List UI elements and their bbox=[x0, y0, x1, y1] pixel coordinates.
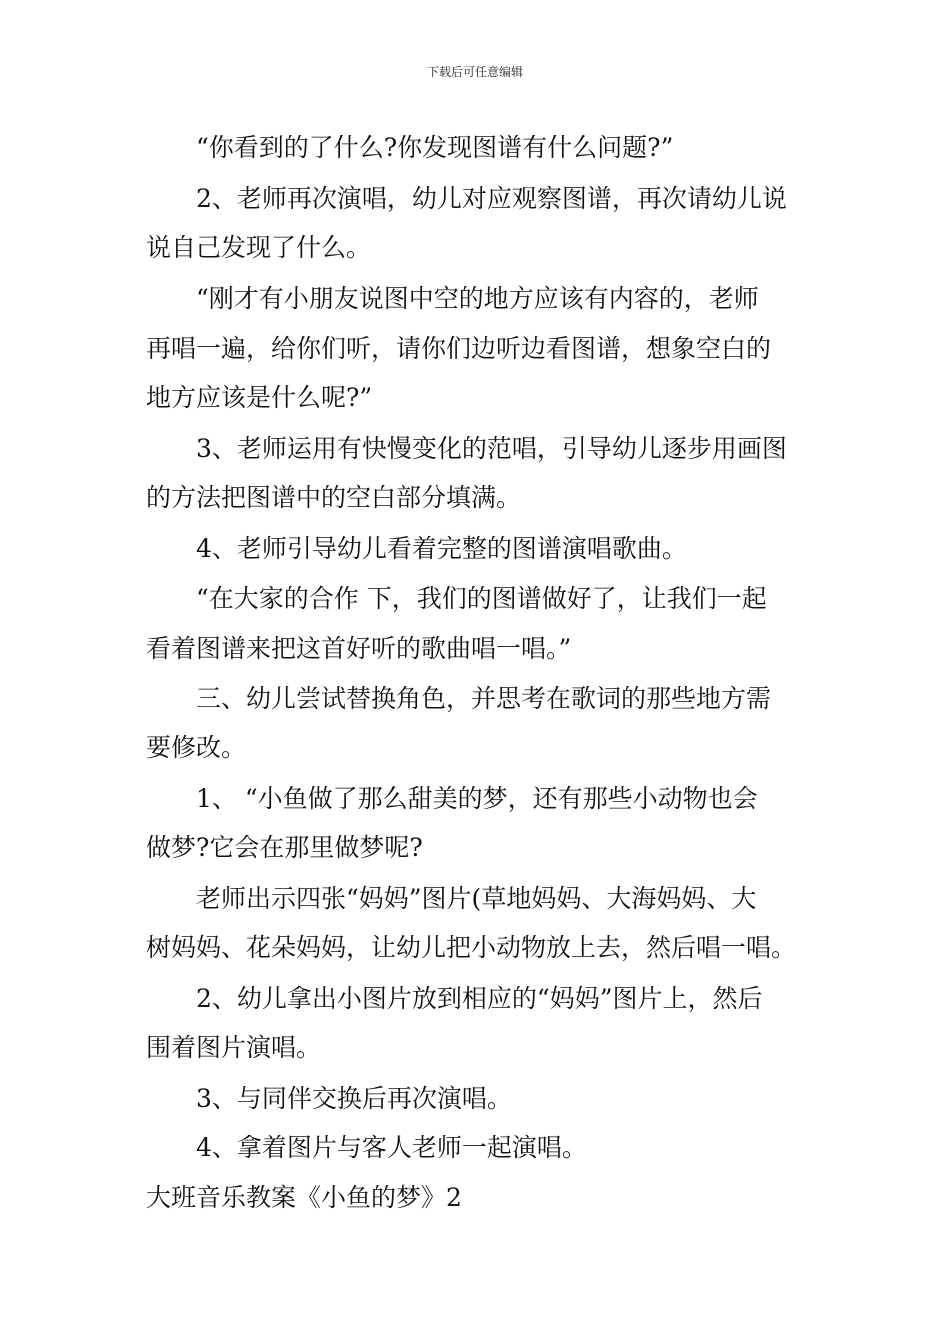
text-line-14: 1、 “小鱼做了那么甜美的梦，还有那些小动物也会 bbox=[196, 784, 758, 813]
text-line-17: 树妈妈、花朵妈妈，让幼儿把小动物放上去，然后唱一唱。 bbox=[146, 933, 797, 962]
text-line-2: 2、老师再次演唱，幼儿对应观察图谱，再次请幼儿说 bbox=[196, 184, 787, 213]
text-line-13: 要修改。 bbox=[146, 733, 247, 762]
text-line-20: 3、与同伴交换后再次演唱。 bbox=[196, 1084, 512, 1113]
text-line-7: 3、老师运用有快慢变化的范唱，引导幼儿逐步用画图 bbox=[196, 434, 787, 463]
text-line-6: 地方应该是什么呢?” bbox=[146, 383, 373, 412]
text-line-3: 说自己发现了什么。 bbox=[146, 233, 372, 262]
text-line-12: 三、幼儿尝试替换角色，并思考在歌词的那些地方需 bbox=[196, 684, 772, 713]
text-line-9: 4、老师引导幼儿看着完整的图谱演唱歌曲。 bbox=[196, 534, 687, 563]
text-line-16: 老师出示四张“妈妈”图片(草地妈妈、大海妈妈、大 bbox=[196, 884, 757, 913]
text-line-8: 的方法把图谱中的空白部分填满。 bbox=[146, 483, 522, 512]
text-line-10: “在大家的合作 下，我们的图谱做好了，让我们一起 bbox=[196, 584, 767, 613]
text-line-5: 再唱一遍，给你们听，请你们边听边看图谱，想象空白的 bbox=[146, 334, 772, 363]
text-line-18: 2、幼儿拿出小图片放到相应的“妈妈”图片上，然后 bbox=[196, 984, 763, 1013]
text-line-15: 做梦?它会在那里做梦呢? bbox=[146, 833, 423, 862]
text-line-4: “刚才有小朋友说图中空的地方应该有内容的，老师 bbox=[196, 284, 759, 313]
text-line-21: 4、拿着图片与客人老师一起演唱。 bbox=[196, 1133, 587, 1162]
text-line-1: “你看到的了什么?你发现图谱有什么问题?” bbox=[196, 133, 674, 162]
text-line-11: 看着图谱来把这首好听的歌曲唱一唱。” bbox=[146, 634, 572, 663]
section-title: 大班音乐教案《小鱼的梦》2 bbox=[146, 1183, 462, 1212]
page-header: 下载后可任意编辑 bbox=[426, 65, 523, 79]
text-line-19: 围着图片演唱。 bbox=[146, 1033, 322, 1062]
